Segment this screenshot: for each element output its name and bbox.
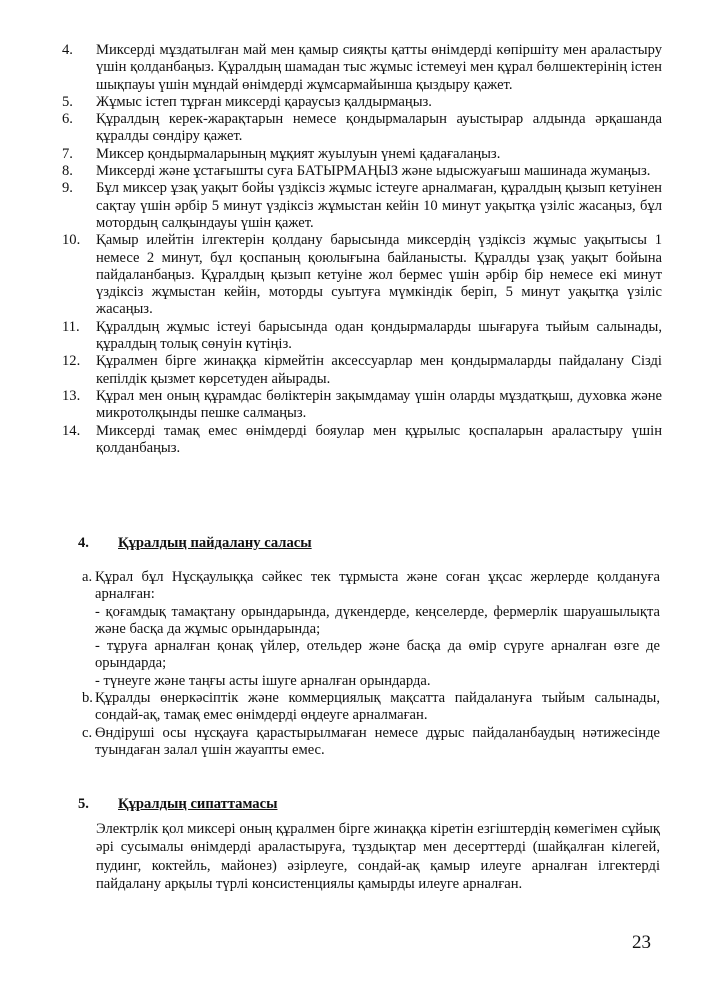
list-item bbox=[62, 388, 662, 423]
list-item bbox=[62, 353, 662, 388]
list-item bbox=[82, 725, 660, 760]
page-number: 23 bbox=[632, 932, 651, 953]
list-item bbox=[62, 146, 662, 163]
item-number: 7. bbox=[62, 145, 73, 162]
section-number: 5. bbox=[78, 796, 89, 812]
section-5-heading bbox=[78, 796, 277, 813]
list-item bbox=[82, 690, 660, 725]
item-text: Жұмыс істеп тұрған миксерді қараусыз қалдырмаңыз. bbox=[96, 93, 432, 110]
item-number: 4. bbox=[62, 42, 73, 58]
section-title: Құралдың пайдалану саласы bbox=[118, 535, 312, 551]
list-item bbox=[62, 319, 662, 354]
item-number: 13. bbox=[62, 387, 81, 404]
item-number: 11. bbox=[62, 318, 80, 335]
list-item bbox=[62, 94, 662, 111]
item-letter: b. bbox=[82, 690, 93, 707]
list-item bbox=[62, 232, 662, 318]
item-letter: c. bbox=[82, 724, 93, 741]
item-text: Құралды өнеркәсіптік және коммерциялық мақсатта пайдалануға тыйым салынады, сондай-ақ, тамақ емес өнімдерді өңдеуге арналмаған. bbox=[95, 690, 660, 724]
item-number: 10. bbox=[62, 232, 81, 249]
item-text: Миксерді тамақ емес өнімдерді бояулар мен құрылыс қоспаларын араластыру үшін қолданбаңыз. bbox=[96, 422, 662, 456]
list-item bbox=[82, 569, 660, 690]
item-text: Миксерді мұздатылған май мен қамыр сияқты қатты өнімдерді көпіршіту мен араластыру үшін қолданбаңыз. Құралдың шамадан тыс жұмыс істемеуі мен құрал бөлшектерінің істен шықпауы үшін мұндай өнімдерді жұмсармайынша қыздыру қажет. bbox=[96, 42, 662, 93]
item-text: Құралдың керек-жарақтарын немесе қондырмаларын ауыстырар алдында әрқашанда құралды сөндіру қажет. bbox=[96, 111, 662, 145]
item-number: 6. bbox=[62, 111, 73, 128]
item-text: Құралдың жұмыс істеуі барысында одан қондырмаларды шығаруға тыйым салынады, құралдың толық сөнуін күтіңіз. bbox=[96, 318, 662, 353]
item-number: 14. bbox=[62, 422, 81, 439]
list-item bbox=[62, 180, 662, 232]
usage-scope-list bbox=[82, 569, 660, 759]
section-5-paragraph: Электрлік қол миксері оның құралмен бірге жинаққа кіретін езгіштердің көмегімен сұйық әрі сусымалы өнімдерді араластыруға, тұздықтар мен десерттерді (шайқалған кілегей, пудинг, коктейль, майонез) әзірлеуге, сондай-ақ қамыр илеуге арналған ілгектерді пайдалану арқылы түрлі консистенциялы қамырды илеуге арналған. bbox=[96, 821, 660, 893]
sub-item: - түнеуге және таңғы асты ішуге арналған орындарда. bbox=[95, 672, 431, 689]
section-number: 4. bbox=[78, 535, 89, 551]
item-number: 12. bbox=[62, 353, 81, 370]
sub-item: - қоғамдық тамақтану орындарында, дүкендерде, кеңселерде, фермерлік шаруашылықта және басқа да жұмыс орындарында; bbox=[95, 603, 660, 637]
item-number: 8. bbox=[62, 163, 73, 180]
item-text: Құрал мен оның құрамдас бөліктерін зақымдамау үшін оларды мұздатқыш, духовка және микротолқынды пешке салмаңыз. bbox=[96, 387, 662, 422]
list-item bbox=[62, 42, 662, 94]
item-text: Миксер қондырмаларының мұқият жуылуын үнемі қадағалаңыз. bbox=[96, 145, 501, 162]
item-letter: a. bbox=[82, 569, 93, 585]
safety-instructions-list bbox=[62, 42, 662, 457]
item-text: Құрал бұл Нұсқаулыққа сәйкес тек тұрмыста және соған ұқсас жерлерде қолдануға арналған: bbox=[95, 569, 660, 603]
item-text: Өндіруші осы нұсқауға қарастырылмаған немесе дұрыс пайдаланбаудың нәтижесінде туындаған залал үшін жауапты емес. bbox=[95, 724, 660, 758]
section-title: Құралдың сипаттамасы bbox=[118, 796, 278, 812]
sub-item: - тұруға арналған қонақ үйлер, отельдер және басқа да өмір сүруге арналған өзге де орындарда; bbox=[95, 638, 660, 672]
section-4-heading bbox=[78, 535, 312, 552]
item-number: 5. bbox=[62, 93, 73, 110]
list-item bbox=[62, 111, 662, 146]
item-text: Қамыр илейтін ілгектерін қолдану барысында миксердің үздіксіз жұмыс уақытысы 1 немесе 2 минут, бұл қоспаның қоюлығына байланысты. Құралды ұзақ уақыт бойына пайдаланбаңыз. Құралдың қызып кетуіне жол бермес үшін әрбір бір немесе екі минут үздіксіз жұмыстан кейін, моторды суытуға мүмкіндік беріп, 5 минут уақытқа үзіліс жасаңыз. bbox=[96, 232, 662, 318]
item-text: Бұл миксер ұзақ уақыт бойы үздіксіз жұмыс істеуге арналмаған, құралдың қызып кетуінен сақтау үшін әрбір 5 минут үздіксіз жұмыстан кейін 10 минут уақытқа үзіліс жасаңыз, бұл мотордың салқындауы үшін қажет. bbox=[96, 180, 662, 231]
list-item bbox=[62, 423, 662, 458]
list-item bbox=[62, 163, 662, 180]
item-text: Миксерді және ұстағышты суға БАТЫРМАҢЫЗ және ыдысжуағыш машинада жумаңыз. bbox=[96, 163, 651, 180]
item-text: Құралмен бірге жинаққа кірмейтін аксессуарлар мен қондырмаларды пайдалану Сізді кепілдік қызмет көрсетуден айырады. bbox=[96, 353, 662, 387]
item-number: 9. bbox=[62, 180, 73, 197]
